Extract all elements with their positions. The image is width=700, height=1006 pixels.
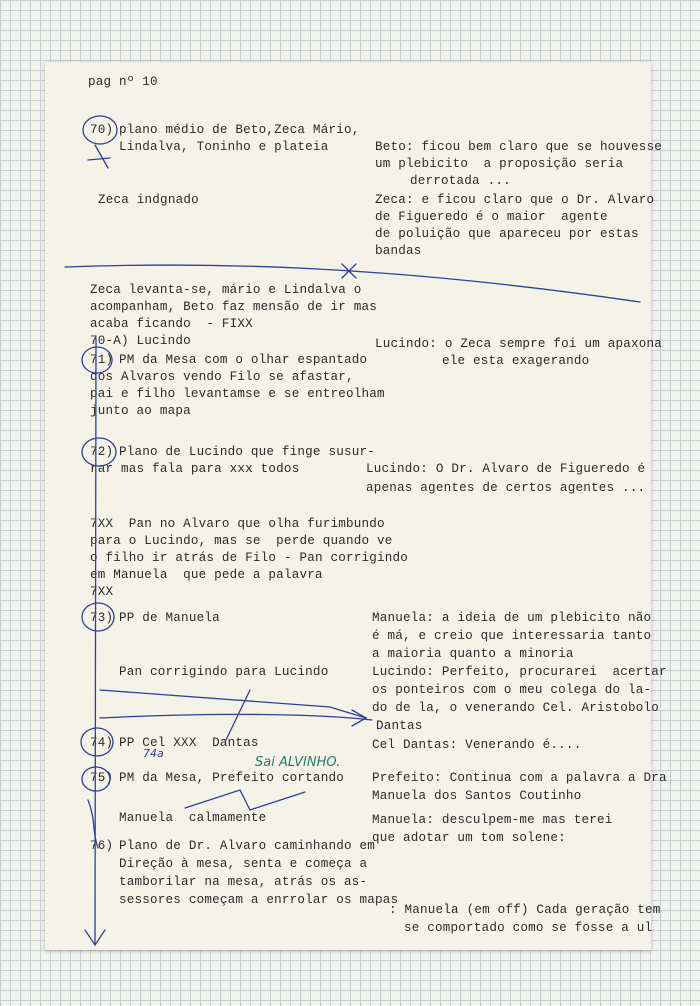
scene-71-line-1: PM da Mesa com o olhar espantado [119, 353, 368, 367]
dialogue-line: Lucindo: Perfeito, procurarei acertar [372, 665, 667, 679]
dialogue-line: é má, e creio que interessaria tanto [372, 629, 652, 643]
dialogue-line: de Figueredo é o maior agente [375, 210, 608, 224]
dialogue-line: Lucindo: O Dr. Alvaro de Figueredo é [366, 462, 646, 476]
scene-action-line-1: Zeca levanta-se, mário e Lindalva o [90, 283, 362, 297]
dialogue-line: Zeca: e ficou claro que o Dr. Alvaro [375, 193, 655, 207]
scene-76-line-4: sessores começam a enrrolar os mapas [119, 893, 399, 907]
scene-action-line-3: acaba ficando - FIXX [90, 317, 253, 331]
scene-75-line-1: PM da Mesa, Prefeito cortando [119, 771, 344, 785]
dialogue-line: um plebicito a proposição seria [375, 157, 624, 171]
scene-number-74: 74) [90, 736, 114, 750]
scene-number-73: 73) [90, 611, 114, 625]
pan-line-1: 7XX Pan no Alvaro que olha furimbundo [90, 517, 385, 531]
scene-number-71: 71) [90, 353, 114, 367]
scene-70-line-2: Lindalva, Toninho e plateia [119, 140, 329, 154]
scene-71-line-2: dos Alvaros vendo Filo se afastar, [90, 370, 354, 384]
dialogue-line: se comportado como se fosse a ul [404, 921, 653, 935]
scene-number-70: 70) [90, 123, 114, 137]
scene-number-76: 76) [90, 839, 114, 853]
dialogue-line: derrotada ... [410, 174, 511, 188]
scene-72-line-2: rar mas fala para xxx todos [90, 462, 300, 476]
dialogue-line: os ponteiros com o meu colega do la- [372, 683, 652, 697]
scene-73-line-2: Pan corrigindo para Lucindo [119, 665, 329, 679]
dialogue-line: Beto: ficou bem claro que se houvesse [375, 140, 663, 154]
scene-70-note: Zeca indgnado [98, 193, 199, 207]
scene-76-line-3: tamborilar na mesa, atrás os as- [119, 875, 368, 889]
dialogue-line: bandas [375, 244, 422, 258]
scene-75-line-2: Manuela calmamente [119, 811, 267, 825]
dialogue-line: Prefeito: Continua com a palavra a Dra [372, 771, 667, 785]
handwritten-74a: 74a [143, 747, 164, 760]
scene-number-72: 72) [90, 445, 114, 459]
scene-74-line-1: PP Cel XXX Dantas [119, 736, 259, 750]
pan-line-4: em Manuela que pede a palavra [90, 568, 323, 582]
dialogue-line: apenas agentes de certos agentes ... [366, 481, 646, 495]
page-number: pag nº 10 [88, 75, 158, 89]
scene-72-line-1: Plano de Lucindo que finge susur- [119, 445, 375, 459]
dialogue-line: ele esta exagerando [442, 354, 590, 368]
dialogue-line: Manuela dos Santos Coutinho [372, 789, 582, 803]
pan-line-5: 7XX [90, 585, 114, 599]
dialogue-line: Lucindo: o Zeca sempre foi um apaxona [375, 337, 663, 351]
scene-73-line-1: PP de Manuela [119, 611, 220, 625]
scene-70a-line: 70-A) Lucindo [90, 334, 191, 348]
handwritten-sai-alvinho: Sai ALVINHO. [255, 755, 341, 770]
scene-76-line-1: Plano de Dr. Alvaro caminhando em [119, 839, 375, 853]
dialogue-line: Dantas [376, 719, 423, 733]
scene-action-line-2: acompanham, Beto faz mensão de ir mas [90, 300, 378, 314]
dialogue-line: : Manuela (em off) Cada geração tem [389, 903, 661, 917]
dialogue-line: de poluição que apareceu por estas [375, 227, 639, 241]
pan-line-2: para o Lucindo, mas se perde quando ve [90, 534, 393, 548]
pan-line-3: o filho ir atrás de Filo - Pan corrigindo [90, 551, 409, 565]
scene-71-line-3: pai e filho levantamse e se entreolham [90, 387, 385, 401]
scene-number-75: 75) [90, 771, 114, 785]
dialogue-line: Manuela: a ideia de um plebicito não [372, 611, 652, 625]
dialogue-line: Cel Dantas: Venerando é.... [372, 738, 582, 752]
dialogue-line: que adotar um tom solene: [372, 831, 566, 845]
scene-71-line-4: junto ao mapa [90, 404, 191, 418]
scene-76-line-2: Direção à mesa, senta e começa a [119, 857, 368, 871]
dialogue-line: Manuela: desculpem-me mas terei [372, 813, 613, 827]
dialogue-line: a maioria quanto a minoria [372, 647, 574, 661]
dialogue-line: do de la, o venerando Cel. Aristobolo [372, 701, 660, 715]
scene-70-line-1: plano médio de Beto,Zeca Mário, [119, 123, 360, 137]
